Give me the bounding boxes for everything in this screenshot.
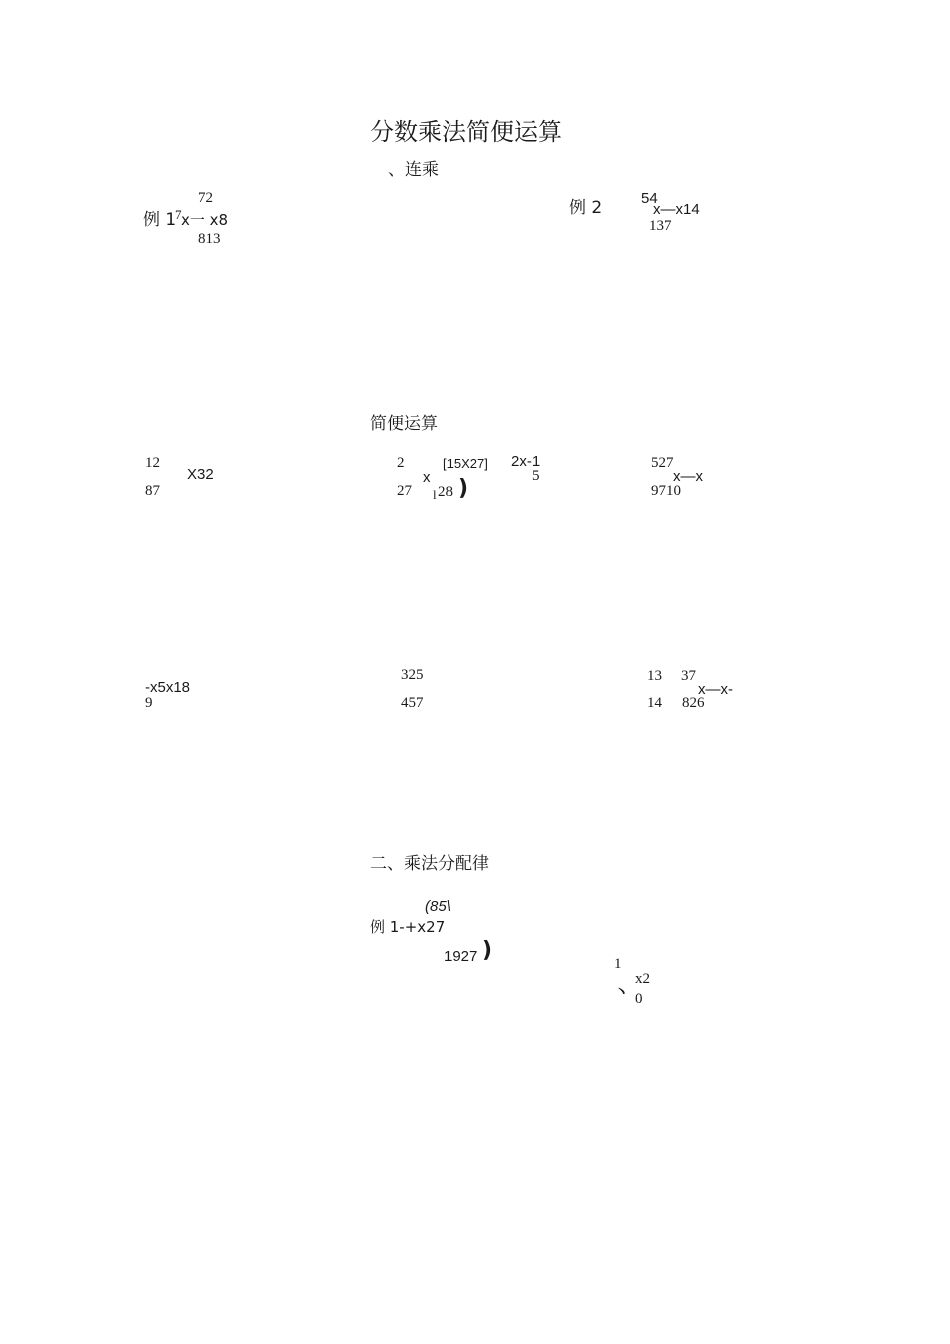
problem-operator: x—x- (698, 681, 733, 698)
section2-heading: 二、乘法分配律 (370, 854, 489, 874)
problem-line2: 9 (145, 695, 153, 711)
example2-label: 例 2 (569, 198, 603, 218)
problem-right-top: 2x-1 (511, 453, 541, 470)
problem-denominator: 9710 (651, 483, 681, 499)
page-title: 分数乘法简便运算 (370, 118, 562, 146)
close-paren-icon: ) (482, 938, 493, 963)
example1-label: 例 1 (143, 210, 177, 230)
stray-top: 1 (614, 956, 622, 972)
stray-mid: x2 (635, 971, 650, 987)
problem-right-bottom: 5 (532, 468, 540, 484)
problem-numerator: 2 (397, 455, 405, 471)
close-paren-icon: ) (458, 476, 469, 501)
problem-denominator: 87 (145, 483, 160, 499)
example2-operator: x—x14 (653, 201, 700, 218)
stray-bottom: 0 (635, 991, 643, 1007)
problem-denominator: 457 (401, 695, 424, 711)
problem-numerator: 325 (401, 667, 424, 683)
problem-numerator-b: 37 (681, 668, 696, 684)
bracket-bottom: 28 (438, 484, 453, 500)
example2-numerator: 54 (641, 190, 658, 207)
section1-heading: 、连乘 (388, 160, 439, 180)
bracket-bar: l (433, 487, 437, 502)
problem-numerator-a: 13 (647, 668, 662, 684)
example1-superscript: 7 (175, 207, 182, 222)
problem-operator: x (423, 469, 431, 486)
problem-operator: x—x (673, 468, 703, 485)
problem-line1: -x5x18 (145, 679, 191, 696)
problem-denominator-a: 14 (647, 695, 662, 711)
problem-operator: X32 (187, 466, 214, 483)
problem-denominator: 27 (397, 483, 412, 499)
example1-denominator: 813 (198, 231, 221, 247)
subheading: 简便运算 (370, 414, 438, 434)
example-label: 例 1-+x27 (370, 918, 446, 936)
problem-numerator: 12 (145, 455, 160, 471)
problem-denominator-b: 826 (682, 695, 705, 711)
stray-mark: 丶 (614, 983, 630, 1001)
example-top: (85\ (425, 898, 451, 915)
bracket-top: [15X27] (443, 456, 488, 471)
example1-operator: x一 x8 (181, 211, 229, 229)
example2-denominator: 137 (649, 218, 672, 234)
problem-numerator: 527 (651, 455, 674, 471)
example1-numerator: 72 (198, 190, 213, 206)
example-bottom: 1927 (444, 948, 478, 965)
